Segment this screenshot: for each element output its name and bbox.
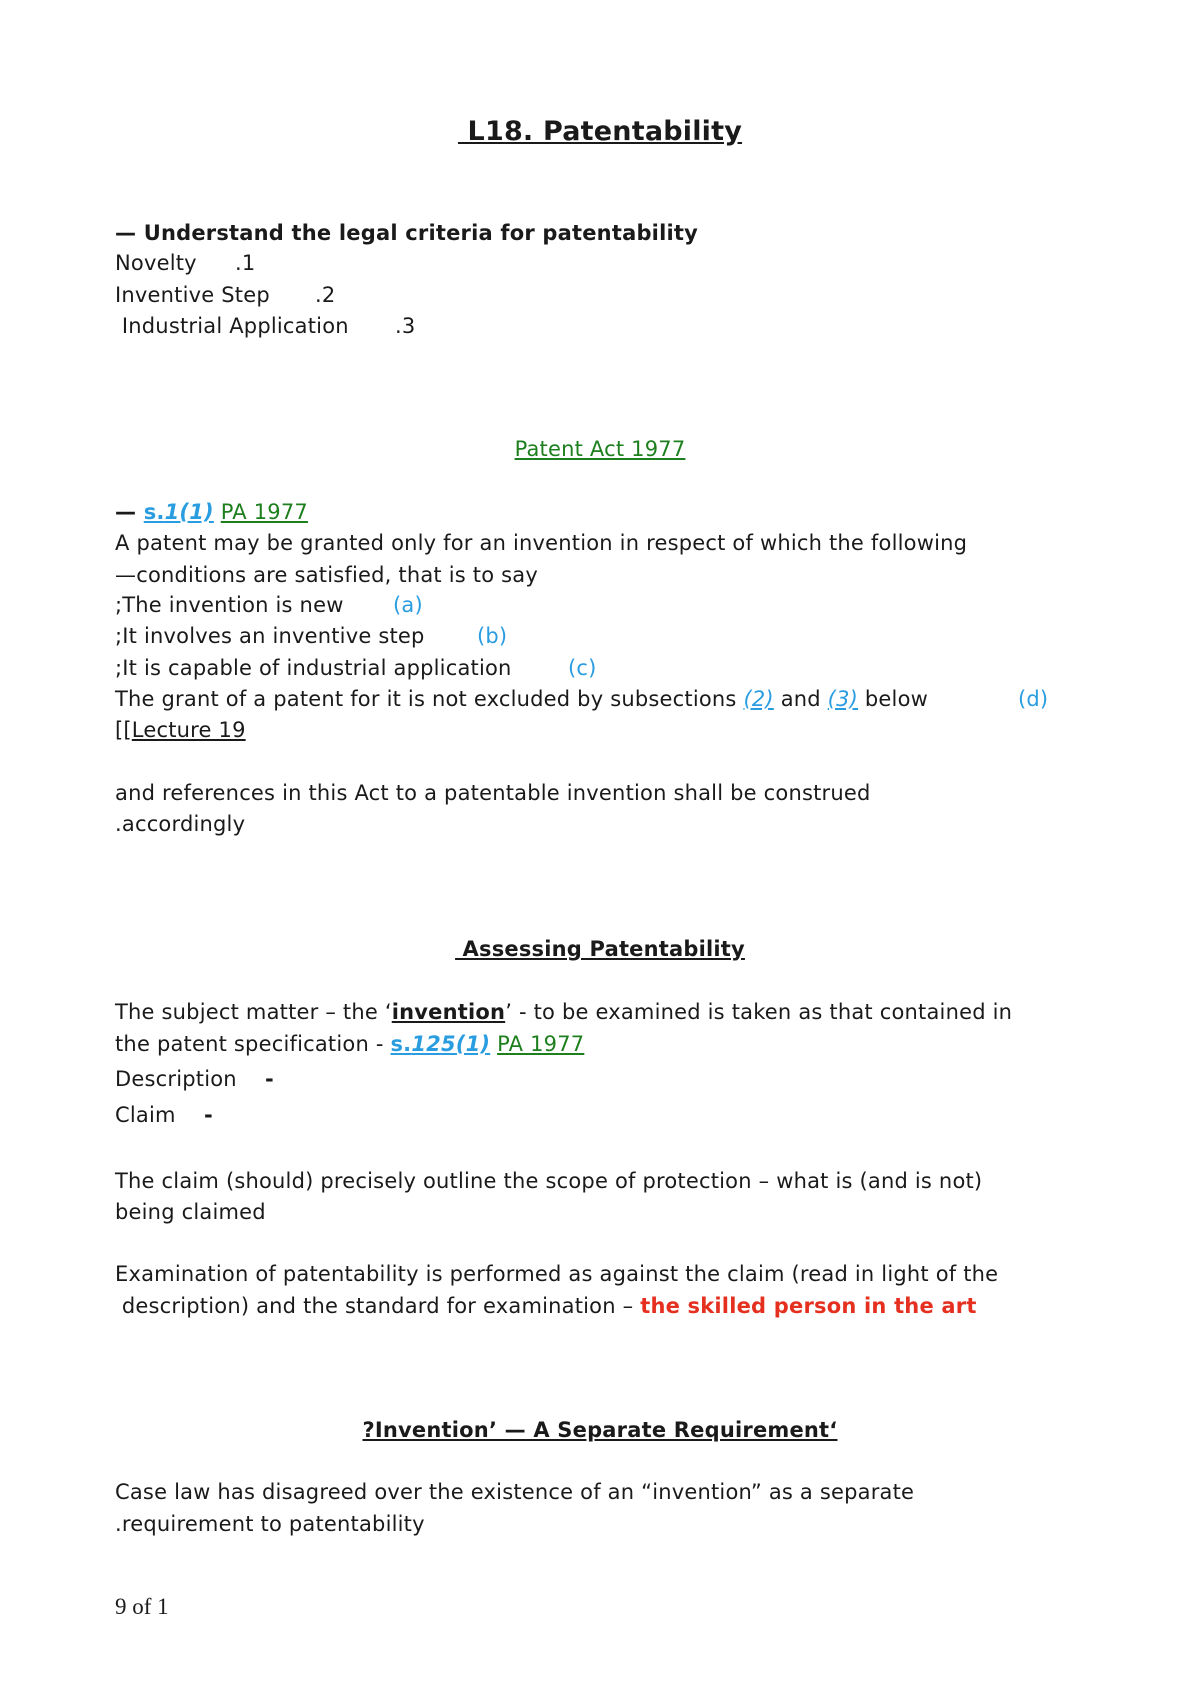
paragraph-line: —conditions are satisfied, that is to say [115,563,538,587]
condition-item: The grant of a patent for it is not excluded by subsections (2) and (3) below (d) [115,687,1049,711]
spec-item: Claim - [115,1103,213,1127]
lecture-reference: [[Lecture 19 [115,718,246,742]
criteria-item: Inventive Step .2 [115,283,336,307]
paragraph-line: .accordingly [115,812,246,836]
paragraph-line: The claim (should) precisely outline the scope of protection – what is (and is not) [115,1169,983,1193]
paragraph-line: and references in this Act to a patentable invention shall be construed [115,781,871,805]
section-heading-patent-act: Patent Act 1977 [514,437,686,461]
section-heading-invention: ?Invention’ — A Separate Requirement‘ [362,1418,838,1442]
subsection-link[interactable]: (2) [743,687,774,711]
document-title: L18. Patentability [457,116,743,147]
condition-item: ;It involves an inventive step (b) [115,624,508,648]
paragraph-line: Examination of patentability is performed as against the claim (read in light of the [115,1262,999,1286]
act-link[interactable]: PA 1977 [497,1032,585,1056]
statute-reference: — s.1(1) PA 1977 [115,500,308,524]
spec-item: Description - [115,1067,274,1091]
subsection-link[interactable]: (3) [827,687,859,711]
objective-line: — Understand the legal criteria for patentability [115,221,698,245]
paragraph-line: The subject matter – the ‘invention’ - to be examined is taken as that contained in [115,1000,1013,1024]
paragraph-line: .requirement to patentability [115,1512,425,1536]
highlight-text: the skilled person in the art [640,1294,977,1318]
criteria-item: Novelty .1 [115,251,256,275]
section-heading-assessing: Assessing Patentability [455,937,745,961]
paragraph-line: the patent specification - s.125(1) PA 1977 [115,1032,585,1056]
section-link[interactable]: s.1(1) [143,500,214,524]
condition-item: ;It is capable of industrial application (c) [115,656,597,680]
condition-item: ;The invention is new (a) [115,593,423,617]
paragraph-line: being claimed [115,1200,266,1224]
criteria-item: Industrial Application .3 [115,314,416,338]
act-link[interactable]: PA 1977 [220,500,308,524]
lecture-link[interactable]: Lecture 19 [131,718,246,742]
paragraph-line: Case law has disagreed over the existence of an “invention” as a separate [115,1480,915,1504]
section-link[interactable]: s.125(1) [390,1032,491,1056]
paragraph-line: description) and the standard for examination – the skilled person in the art [115,1294,977,1318]
page-number: 9 of 1 [115,1594,169,1619]
paragraph-line: A patent may be granted only for an invention in respect of which the following [115,531,968,555]
